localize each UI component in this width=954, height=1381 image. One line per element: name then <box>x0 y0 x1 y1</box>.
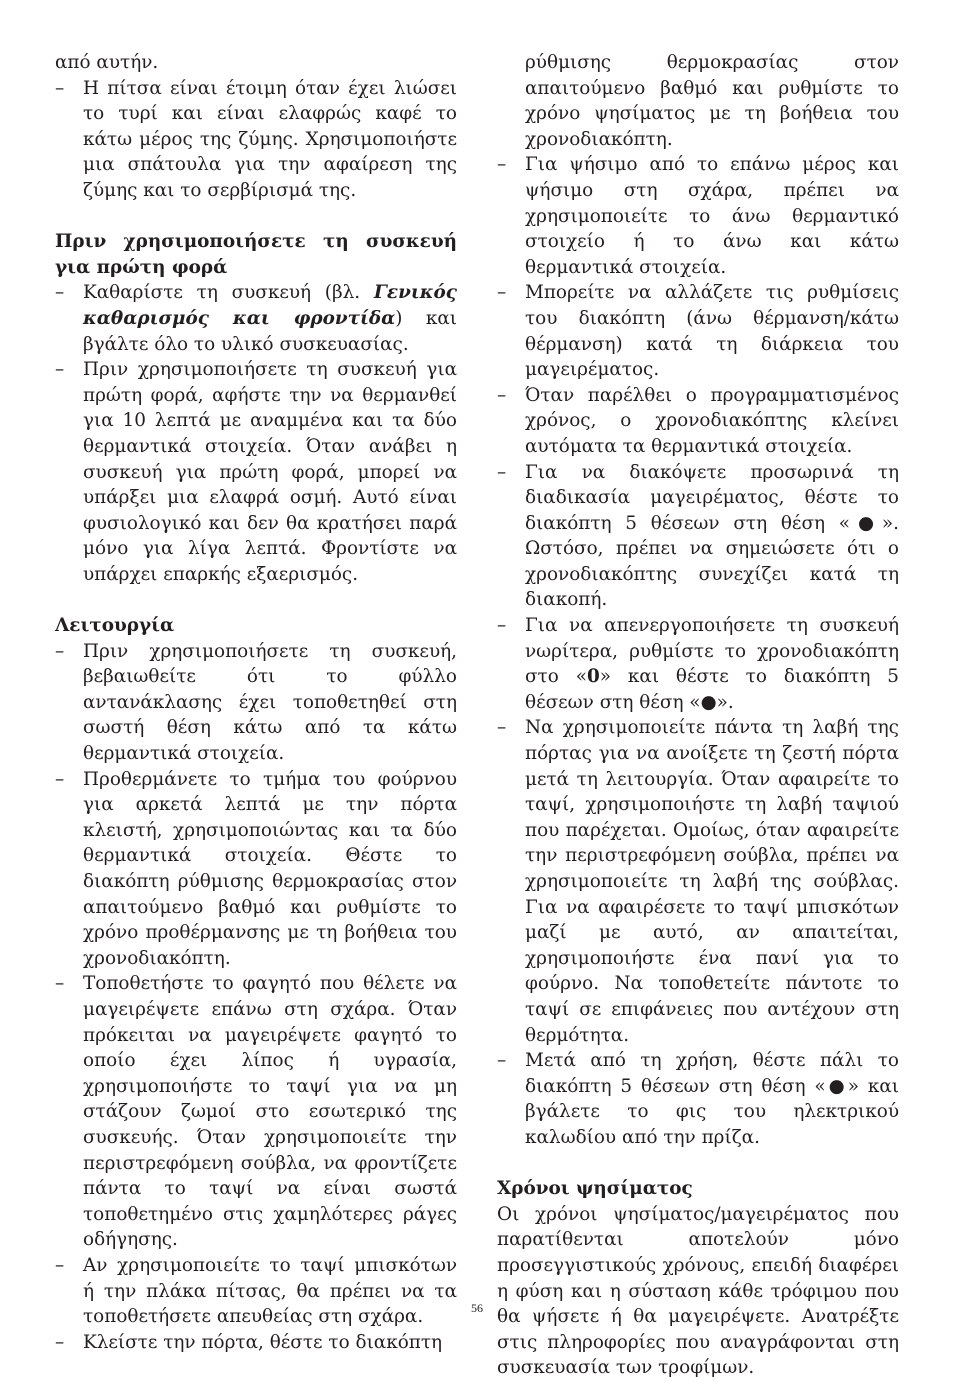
list-item: – Κλείστε την πόρτα, θέστε το διακόπτη <box>55 1330 457 1356</box>
list-item: – Τοποθετήστε το φαγητό που θέλετε να μαγειρέψετε επάνω στη σχάρα. Όταν πρόκειται να μαγειρέψετε φαγητό το οποίο έχει λίπος ή υγρασία, χρησιμοποιήστε το ταψί για να μη στάζουν ζωμοί στο εσωτερικό της συσκευής. Όταν χρησιμοποιείτε την περιστρεφόμενη σούβλα, να φροντίζετε πάντα το ταψί να είναι σωστά τοποθετημένο στις χαμηλότερες ράγες οδήγησης. <box>55 973 457 1251</box>
dash-bullet: – <box>497 384 507 406</box>
list-item: – Καθαρίστε τη συσκευή (βλ. Γενικός καθαρισμός και φροντίδα) και βγάλτε όλο το υλικό συσκευασίας. <box>55 282 457 355</box>
list-item: – Όταν παρέλθει ο προγραμματισμένος χρόνος, ο χρονοδιακόπτης κλείνει αυτόματα τα θερμαντικά στοιχεία. <box>497 384 899 457</box>
list-item: – Για να διακόψετε προσωρινά τη διαδικασία μαγειρέματος, θέστε το διακόπτη 5 θέσεων στη θέση «●». Ωστόσο, πρέπει να σημειώσετε ότι ο χρονοδιακόπτης συνεχίζει κατά τη διακοπή. <box>497 461 899 611</box>
list-item: – Η πίτσα είναι έτοιμη όταν έχει λιώσει το τυρί και είναι ελαφρώς καφέ το κάτω μέρος της ζύμης. Χρησιμοποιήστε μια σπάτουλα για την αφαίρεση της ζύμης και το σερβίρισμά της. <box>55 77 457 201</box>
dash-bullet: – <box>55 77 65 99</box>
section-heading-cooking-times: Χρόνοι ψησίματος <box>497 1178 693 1200</box>
list-item: – Πριν χρησιμοποιήσετε τη συσκευή για πρώτη φορά, αφήστε την να θερμανθεί για 10 λεπτά με αναμμένα και τα δύο θερμαντικά στοιχεία. Όταν ανάβει η συσκευή για πρώτη φορά, μπορεί να υπάρξει μια ελαφρά οσμή. Αυτό είναι φυσιολογικό και δεν θα κρατήσει παρά μόνο για λίγα λεπτά. Φροντίστε να υπάρχει επαρκής εξαερισμός. <box>55 359 457 585</box>
dash-bullet: – <box>55 640 65 662</box>
dash-bullet: – <box>55 282 65 304</box>
left-column <box>55 50 457 1355</box>
list-item: – Μπορείτε να αλλάζετε τις ρυθμίσεις του διακόπτη (άνω θέρμανση/κάτω θέρμανση) κατά τη διάρκεια του μαγειρέματος. <box>497 282 899 381</box>
list-item: – Να χρησιμοποιείτε πάντα τη λαβή της πόρτας για να ανοίξετε τη ζεστή πόρτα μετά τη λειτουργία. Όταν αφαιρείτε το ταψί, χρησιμοποιήστε τη λαβή ταψιού που παρέχεται. Ομοίως, όταν αφαιρείτε την περιστρεφόμενη σούβλα, πρέπει να χρησιμοποιείτε τη λαβή της σούβλας. Για να αφαιρέσετε το ταψί μπισκότων μαζί με αυτό, αν απαιτείται, χρησιμοποιήστε ένα πανί για το φούρνο. Να τοποθετείτε πάντοτε το ταψί σε επιφάνειες που αντέχουν στη θερμότητα. <box>497 717 899 1046</box>
list-item: – Πριν χρησιμοποιήσετε τη συσκευή, βεβαιωθείτε ότι το φύλλο αντανάκλασης έχει τοποθετηθεί στη σωστή θέση κάτω από τα κάτω θερμαντικά στοιχεία. <box>55 640 457 765</box>
right-column <box>497 50 899 1381</box>
section-heading-first-use: Πριν χρησιμοποιήσετε τη συσκευή για πρώτη φορά <box>55 231 457 278</box>
dash-bullet: – <box>497 461 507 483</box>
list-item: – Προθερμάνετε το τμήμα του φούρνου για αρκετά λεπτά με την πόρτα κλειστή, χρησιμοποιώντας και τα δύο θερμαντικά στοιχεία. Θέστε το διακόπτη ρύθμισης θερμοκρασίας στον απαιτούμενο βαθμό και ρυθμίστε το χρόνο προθέρμανσης με τη βοήθεια του χρονοδιακόπτη. <box>55 768 457 969</box>
list-item: – Αν χρησιμοποιείτε το ταψί μπισκότων ή την πλάκα πίτσας, θα πρέπει να τα τοποθετήσετε απευθείας στη σχάρα. <box>55 1254 457 1328</box>
cross-reference: Γενικός καθαρισμός και φροντίδα <box>83 282 457 329</box>
dash-bullet: – <box>55 359 65 381</box>
paragraph: Οι χρόνοι ψησίματος/μαγειρέματος που παρατίθενται αποτελούν μόνο προσεγγιστικούς χρόνους, επειδή διαφέρει η φύση και η σύσταση κάθε τρόφιμου που θα ψήσετε ή θα μαγειρέψετε. Ανατρέξτε στις πληροφορίες που αναγράφονται στη συσκευασία των τροφίμων. <box>497 1203 899 1379</box>
dash-bullet: – <box>497 1050 507 1072</box>
continuation-text: ρύθμισης θερμοκρασίας στον απαιτούμενο βαθμό και ρυθμίστε το χρόνο ψησίματος με τη βοήθεια του χρονοδιακόπτη. <box>525 52 899 150</box>
dash-bullet: – <box>497 282 507 304</box>
page-number: 56 <box>471 1301 483 1315</box>
dash-bullet: – <box>55 1331 65 1353</box>
dash-bullet: – <box>55 973 65 995</box>
list-item: – Μετά από τη χρήση, θέστε πάλι το διακόπτη 5 θέσεων στη θέση «●» και βγάλετε το φις του ηλεκτρικού καλωδίου από την πρίζα. <box>497 1050 899 1148</box>
dash-bullet: – <box>55 1254 65 1276</box>
dash-bullet: – <box>497 717 507 739</box>
dash-bullet: – <box>497 154 507 176</box>
list-item: – Για ψήσιμο από το επάνω μέρος και ψήσιμο στη σχάρα, πρέπει να χρησιμοποιείτε το άνω θερμαντικό στοιχείο ή το άνω και κάτω θερμαντικά στοιχεία. <box>497 154 899 278</box>
dash-bullet: – <box>55 768 65 790</box>
dash-bullet: – <box>497 615 507 637</box>
list-item: – Για να απενεργοποιήσετε τη συσκευή νωρίτερα, ρυθμίστε το χρονοδιακόπτη στο «0» και θέστε το διακόπτη 5 θέσεων στη θέση «●». <box>497 615 899 713</box>
continuation-text: από αυτήν. <box>55 52 159 73</box>
section-heading-operation: Λειτουργία <box>55 615 175 637</box>
